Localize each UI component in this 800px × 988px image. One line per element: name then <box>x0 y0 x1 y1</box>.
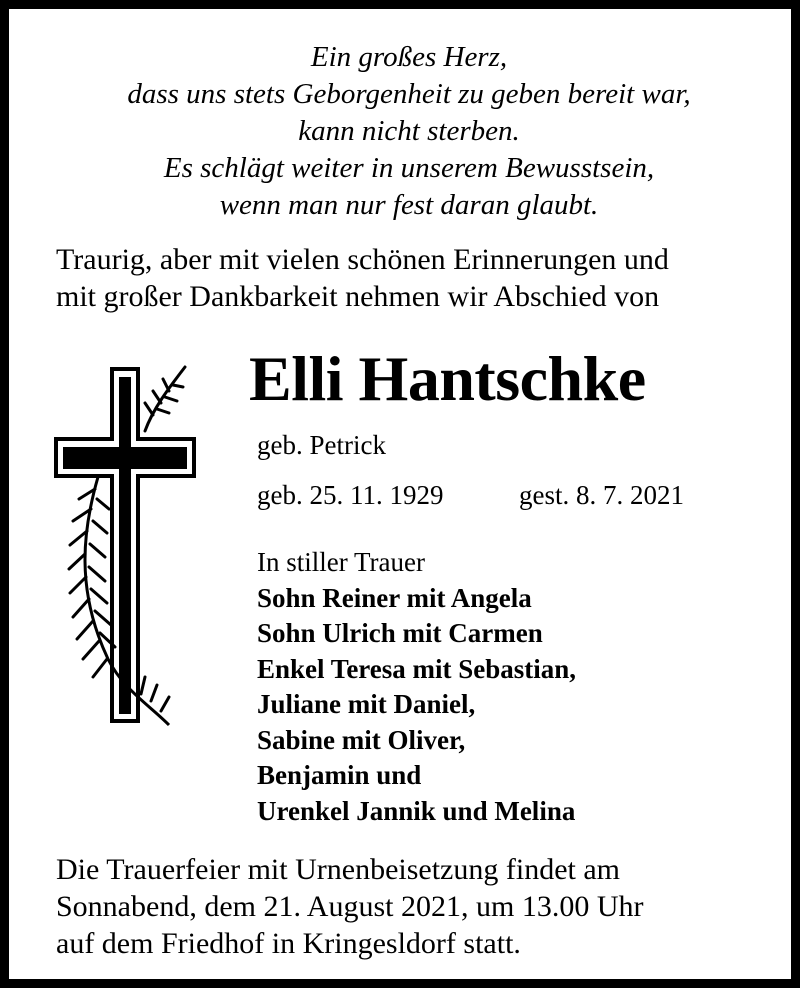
intro-line: Traurig, aber mit vielen schönen Erinnerungen und <box>56 243 669 276</box>
intro-line: mit großer Dankbarkeit nehmen wir Abschied von <box>56 280 660 313</box>
mourner: Juliane mit Daniel, <box>257 689 476 719</box>
mourner: Sohn Ulrich mit Carmen <box>257 618 543 648</box>
service-line: Sonnabend, dem 21. August 2021, um 13.00 Uhr <box>56 890 644 923</box>
intro-text <box>56 241 669 315</box>
poem <box>9 39 800 224</box>
service-line: auf dem Friedhof in Kringesldorf statt. <box>56 927 521 960</box>
mourner: Sohn Reiner mit Angela <box>257 582 532 613</box>
maiden-name: geb. Petrick <box>257 430 386 460</box>
mourner: Urenkel Jannik und Melina <box>257 795 576 826</box>
cross-with-palm-branch-icon <box>53 359 203 731</box>
poem-line: Es schlägt weiter in unserem Bewusstsein, <box>163 152 655 184</box>
poem-line: dass uns stets Geborgenheit zu geben bereit war, <box>127 78 691 110</box>
poem-line: kann nicht sterben. <box>298 115 520 147</box>
mourners-heading: In stiller Trauer <box>257 547 425 577</box>
deceased-name: Elli Hantschke <box>249 343 646 414</box>
poem-line: wenn man nur fest daran glaubt. <box>219 189 599 221</box>
death-date: gest. 8. 7. 2021 <box>519 480 684 510</box>
mourner: Sabine mit Oliver, <box>257 724 466 755</box>
birth-date: geb. 25. 11. 1929 <box>257 480 444 510</box>
poem-line: Ein großes Herz, <box>310 41 508 73</box>
mourner: Benjamin und <box>257 760 422 790</box>
mourners-list <box>257 545 576 829</box>
funeral-service-info <box>56 851 643 962</box>
service-line: Die Trauerfeier mit Urnenbeisetzung findet am <box>56 853 620 886</box>
mourner: Enkel Teresa mit Sebastian, <box>257 653 577 684</box>
